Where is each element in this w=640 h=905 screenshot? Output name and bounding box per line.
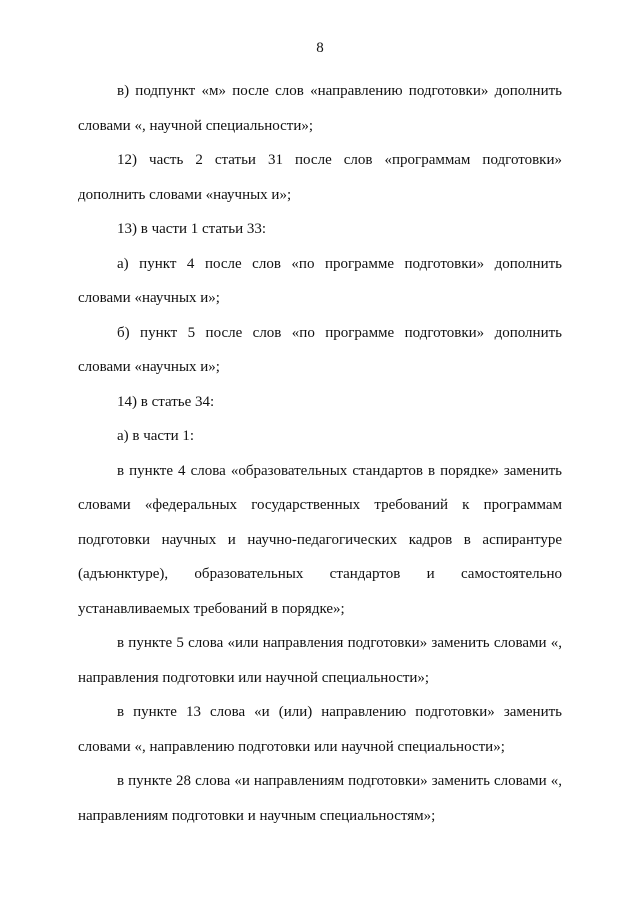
paragraph: 12) часть 2 статьи 31 после слов «программам подготовки» дополнить словами «научных и»;: [78, 152, 562, 203]
paragraph: 13) в части 1 статьи 33:: [117, 221, 267, 237]
paragraph: б) пункт 5 после слов «по программе подготовки» дополнить словами «научных и»;: [78, 324, 562, 375]
paragraph: в пункте 5 слова «или направления подготовки» заменить словами «, направления подготовки или научной специальности»;: [78, 635, 562, 686]
paragraph: 14) в статье 34:: [117, 393, 215, 410]
page-number: 8: [316, 40, 324, 56]
paragraph: а) пункт 4 после слов «по программе подготовки» дополнить словами «научных и»;: [78, 255, 562, 306]
paragraph: в пункте 28 слова «и направлениям подготовки» заменить словами «, направлениям подготовки и научным специальностям»;: [78, 773, 562, 824]
document-body: [78, 74, 562, 833]
paragraph: в пункте 4 слова «образовательных стандартов в порядке» заменить словами «федеральных государственных требований к программам подготовки научных и научно-педагогических кадров в аспирантуре (адъюнктуре), образовательных стандартов и самостоятельно устанавливаемых требований в порядке»;: [78, 462, 562, 617]
paragraph: в пункте 13 слова «и (или) направлению подготовки» заменить словами «, направлению подготовки или научной специальности»;: [78, 704, 562, 755]
paragraph: в) подпункт «м» после слов «направлению подготовки» дополнить словами «, научной специальности»;: [78, 83, 562, 134]
paragraph: а) в части 1:: [117, 428, 195, 444]
